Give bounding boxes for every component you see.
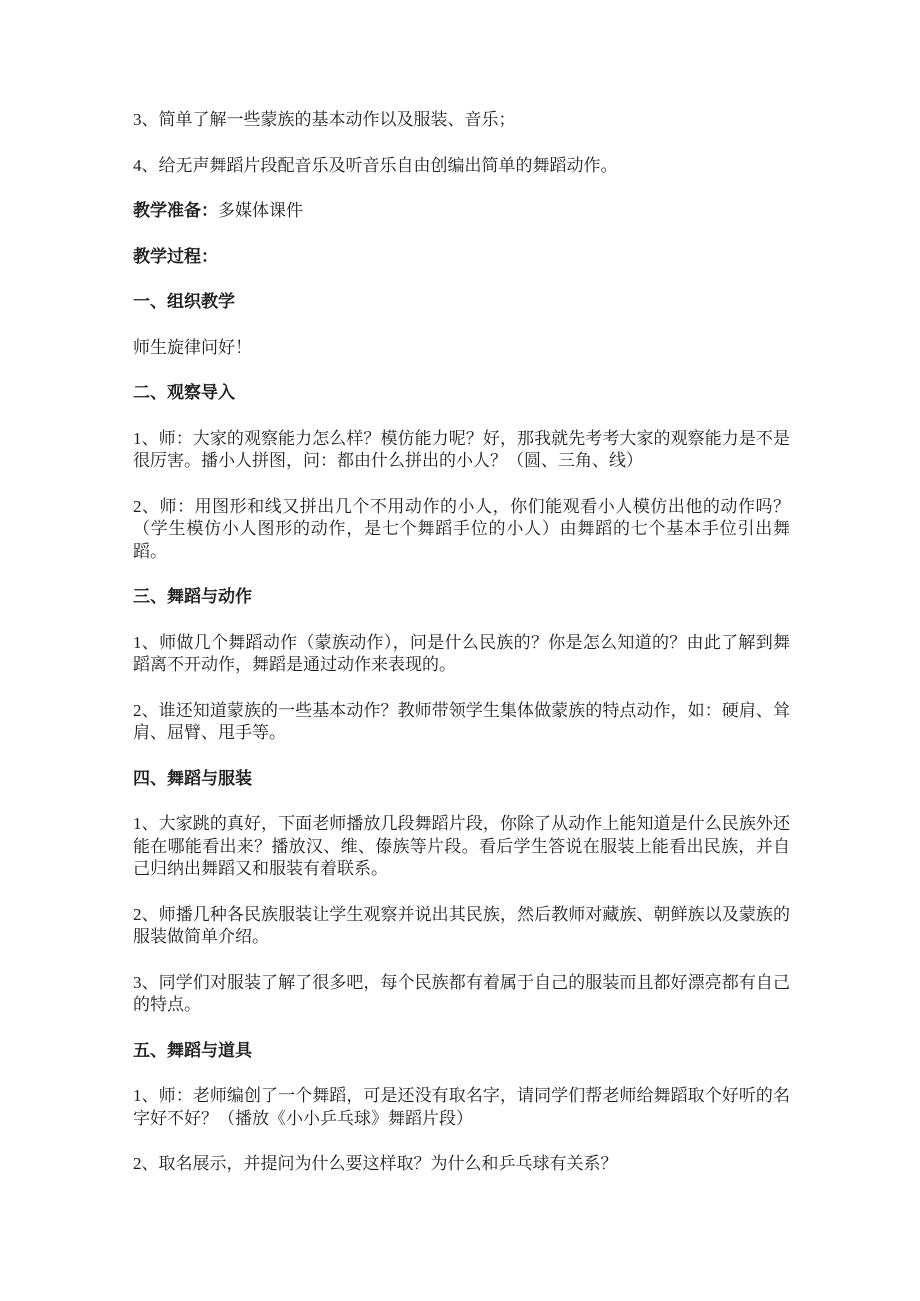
teaching-preparation-value: 多媒体课件 (218, 201, 303, 220)
paragraph-goal-3: 3、简单了解一些蒙族的基本动作以及服装、音乐； (133, 110, 516, 129)
paragraph-section-4-item-1: 1、大家跳的真好，下面老师播放几段舞蹈片段，你除了从动作上能知道是什么民族外还能在哪能看出来？播放汉、维、傣族等片段。看后学生答说在服装上能看出民族，并自己归纳出舞蹈又和服装有着联系。 (133, 814, 790, 878)
paragraph-section-4-item-2: 2、师播几种各民族服装让学生观察并说出其民族，然后教师对藏族、朝鲜族以及蒙族的服装做简单介绍。 (133, 904, 790, 946)
heading-section-4: 四、舞蹈与服装 (133, 768, 252, 788)
heading-section-1: 一、组织教学 (133, 292, 235, 311)
paragraph-section-5-item-1: 1、师：老师编创了一个舞蹈，可是还没有取名字，请同学们帮老师给舞蹈取个好听的名字好不好？（播放《小小乒乓球》舞蹈片段） (133, 1086, 790, 1128)
paragraph-section-3-item-2: 2、谁还知道蒙族的一些基本动作？教师带领学生集体做蒙族的特点动作，如：硬肩、耸肩、屈臂、甩手等。 (133, 700, 790, 742)
heading-section-3: 三、舞蹈与动作 (133, 587, 252, 606)
paragraph-section-4-item-3: 3、同学们对服装了解了很多吧，每个民族都有着属于自己的服装而且都好漂亮都有自己的特点。 (133, 972, 790, 1014)
document-body (133, 109, 790, 1176)
paragraph-goal-4: 4、给无声舞蹈片段配音乐及听音乐自由创编出简单的舞蹈动作。 (133, 155, 618, 175)
heading-teaching-process: 教学过程： (133, 246, 218, 266)
paragraph-section-1-text: 师生旋律问好！ (133, 337, 252, 357)
paragraph-section-2-item-1: 1、师：大家的观察能力怎么样？模仿能力呢？好，那我就先考考大家的观察能力是不是很厉害。播小人拼图，问：都由什么拼出的小人？（圆、三角、线） (133, 428, 790, 470)
heading-section-5: 五、舞蹈与道具 (133, 1040, 252, 1060)
paragraph-teaching-preparation (133, 200, 790, 223)
heading-section-2: 二、观察导入 (133, 383, 235, 402)
paragraph-section-3-item-1: 1、师做几个舞蹈动作（蒙族动作），问是什么民族的？你是怎么知道的？由此了解到舞蹈离不开动作，舞蹈是通过动作来表现的。 (133, 632, 790, 674)
teaching-preparation-label: 教学准备： (133, 201, 218, 220)
paragraph-section-5-item-2: 2、取名展示，并提问为什么要这样取？为什么和乒乓球有关系？ (133, 1154, 618, 1173)
paragraph-section-2-item-2: 2、师：用图形和线又拼出几个不用动作的小人，你们能观看小人模仿出他的动作吗？（学生模仿小人图形的动作，是七个舞蹈手位的小人）由舞蹈的七个基本手位引出舞蹈。 (133, 496, 790, 561)
